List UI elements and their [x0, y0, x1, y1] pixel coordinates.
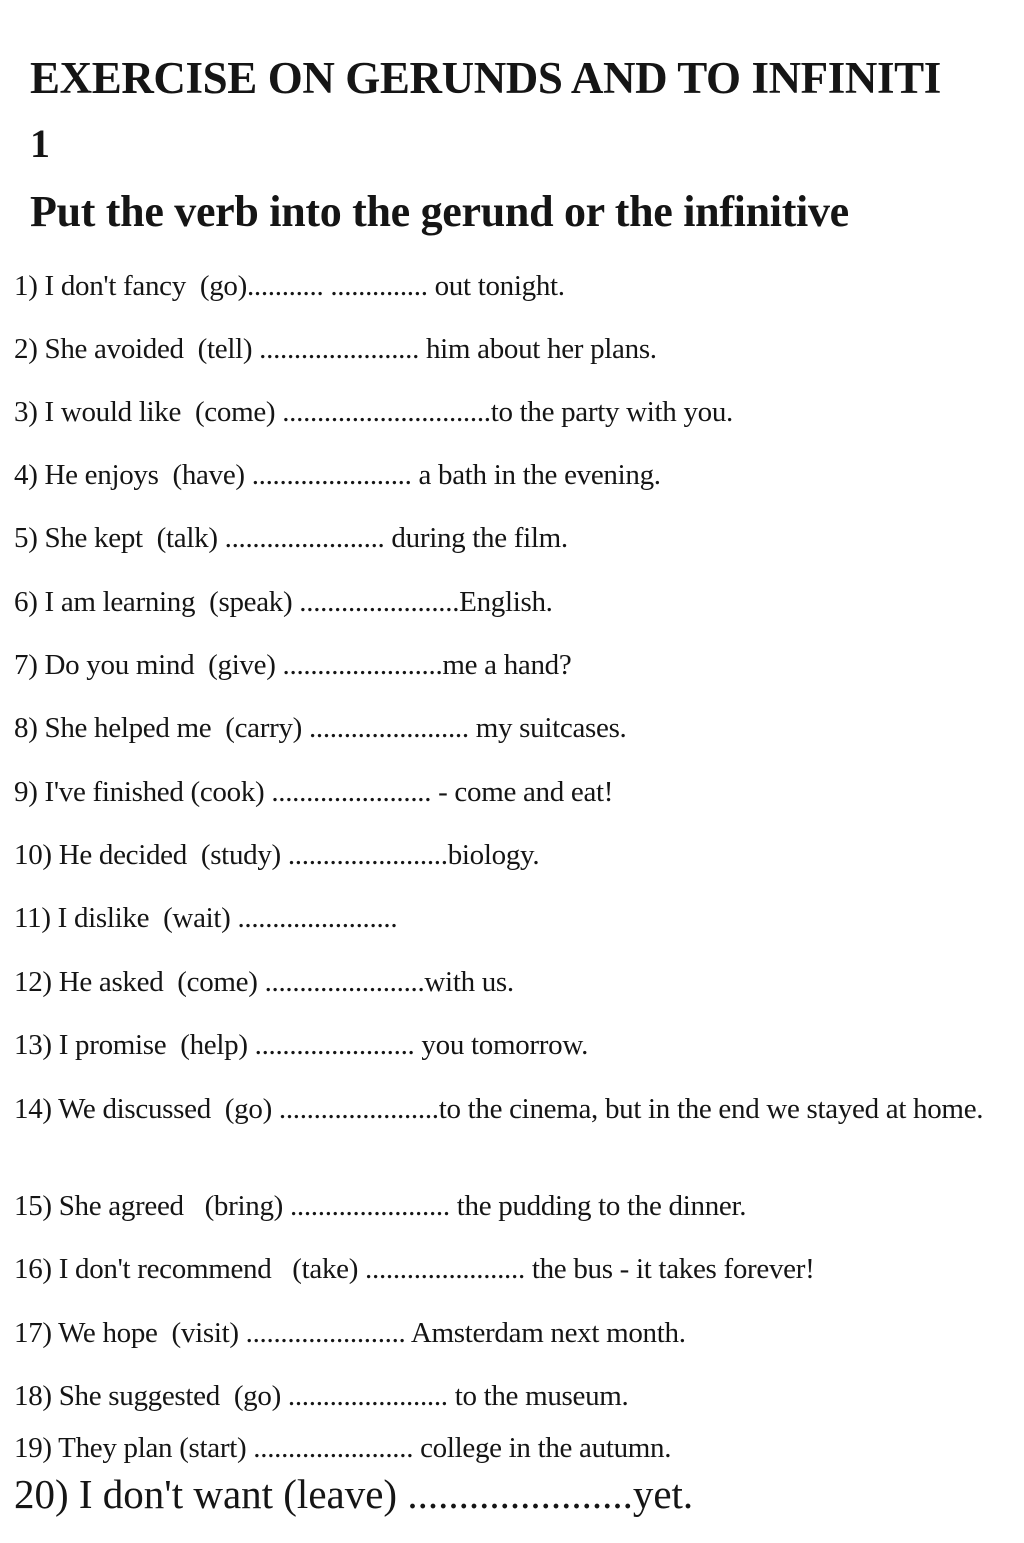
- exercise-item-8: 8) She helped me (carry) ....................... my suitcases.: [14, 712, 627, 744]
- exercise-item-1: 1) I don't fancy (go)........... .............. out tonight.: [14, 270, 565, 302]
- instruction-heading: Put the verb into the gerund or the infinitive: [30, 187, 849, 236]
- exercise-item-15: 15) She agreed (bring) ....................... the pudding to the dinner.: [14, 1190, 747, 1222]
- exercise-item-17: 17) We hope (visit) ....................... Amsterdam next month.: [14, 1317, 686, 1349]
- exercise-item-2: 2) She avoided (tell) ....................... him about her plans.: [14, 333, 657, 365]
- exercise-item-7: 7) Do you mind (give) .......................me a hand?: [14, 649, 572, 681]
- exercise-item-12: 12) He asked (come) .......................with us.: [14, 966, 514, 998]
- exercise-item-5: 5) She kept (talk) ....................... during the film.: [14, 522, 568, 554]
- exercise-item-14: 14) We discussed (go) .......................to the cinema, but in the end we stayed at home.: [14, 1093, 984, 1125]
- exercise-item-11: 11) I dislike (wait) .......................: [14, 902, 398, 934]
- exercise-number: 1: [30, 121, 50, 166]
- exercise-title: EXERCISE ON GERUNDS AND TO INFINITI: [30, 53, 941, 103]
- exercise-item-4: 4) He enjoys (have) ....................... a bath in the evening.: [14, 459, 661, 491]
- exercise-item-16: 16) I don't recommend (take) ....................... the bus - it takes forever!: [14, 1253, 815, 1285]
- exercise-item-9: 9) I've finished (cook) ....................... - come and eat!: [14, 776, 614, 808]
- exercise-item-6: 6) I am learning (speak) .......................English.: [14, 586, 553, 618]
- exercise-item-20: 20) I don't want (leave) ......................yet.: [14, 1471, 694, 1517]
- exercise-item-13: 13) I promise (help) ....................... you tomorrow.: [14, 1029, 589, 1061]
- exercise-item-18: 18) She suggested (go) ....................... to the museum.: [14, 1380, 629, 1412]
- exercise-item-3: 3) I would like (come) ..............................to the party with you.: [14, 396, 733, 428]
- exercise-item-19: 19) They plan (start) ....................... college in the autumn.: [14, 1432, 672, 1464]
- exercise-item-10: 10) He decided (study) .......................biology.: [14, 839, 540, 871]
